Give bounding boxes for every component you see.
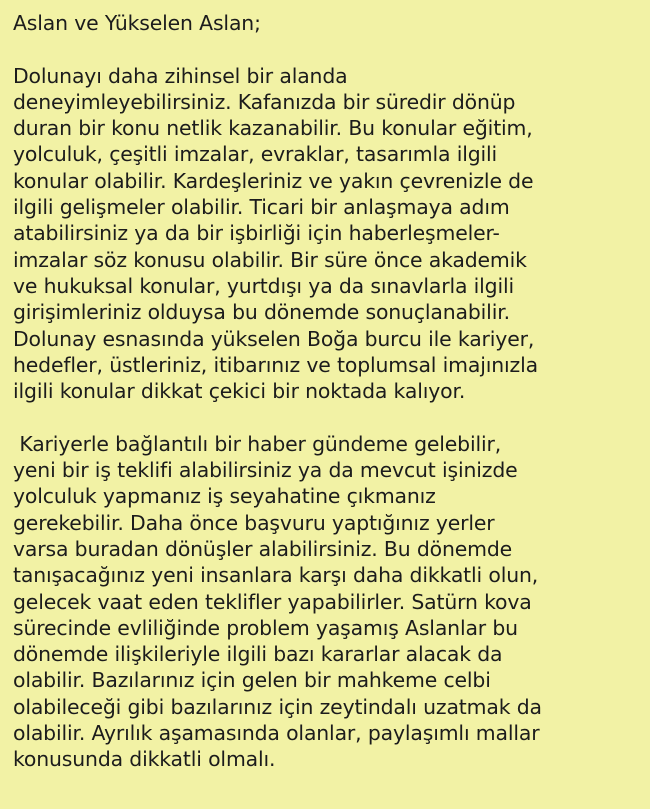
text-line: girişimleriniz olduysa bu dönemde sonuçlanabilir. (13, 300, 510, 325)
text-line: olabileceği gibi bazılarınız için zeytindalı uzatmak da (13, 694, 542, 719)
text-line: konusunda dikkatli olmalı. (13, 747, 276, 772)
text-line: tanışacağınız yeni insanlara karşı daha dikkatli olun, (13, 563, 539, 588)
text-line: konular olabilir. Kardeşleriniz ve yakın çevrenizle de (13, 168, 534, 193)
spacer (13, 36, 640, 62)
text-line: imzalar söz konusu olabilir. Bir süre önce akademik (13, 247, 527, 272)
text-line: dönemde ilişkileriyle ilgili bazı kararlar alacak da (13, 642, 503, 667)
text-line: deneyimleyebilirsiniz. Kafanızda bir süredir dönüp (13, 89, 516, 114)
text-line: gerekebilir. Daha önce başvuru yaptığınız yerler (13, 510, 495, 535)
text-line: olabilir. Ayrılık aşamasında olanlar, paylaşımlı mallar (13, 721, 540, 746)
text-line: duran bir konu netlik kazanabilir. Bu konular eğitim, (13, 116, 533, 141)
text-line: yeni bir iş teklifi alabilirsiniz ya da mevcut işinizde (13, 458, 518, 483)
text-line: yolculuk yapmanız iş seyahatine çıkmanız (13, 484, 436, 509)
text-line: Kariyerle bağlantılı bir haber gündeme gelebilir, (13, 431, 502, 456)
text-line: sürecinde evliliğinde problem yaşamış Aslanlar bu (13, 615, 518, 640)
text-line: hedefler, üstleriniz, itibarınız ve toplumsal imajınızla (13, 352, 538, 377)
spacer (13, 404, 640, 430)
text-line: gelecek vaat eden teklifler yapabilirler. Satürn kova (13, 589, 532, 614)
document-title: Aslan ve Yükselen Aslan; (13, 11, 261, 35)
text-line: olabilir. Bazılarınız için gelen bir mahkeme celbi (13, 668, 491, 693)
text-line: ilgili gelişmeler olabilir. Ticari bir anlaşmaya adım (13, 195, 510, 220)
text-line: atabilirsiniz ya da bir işbirliği için haberleşmeler- (13, 221, 500, 246)
text-line: ve hukuksal konular, yurtdışı ya da sınavlarla ilgili (13, 273, 515, 298)
text-line: Dolunay esnasında yükselen Boğa burcu ile kariyer, (13, 326, 535, 351)
text-line: ilgili konular dikkat çekici bir noktada kalıyor. (13, 379, 466, 404)
paragraph-dolunay (13, 63, 640, 405)
paragraph-kariyer (13, 431, 640, 773)
text-line: yolculuk, çeşitli imzalar, evraklar, tasarımla ilgili (13, 142, 498, 167)
text-line: Dolunayı daha zihinsel bir alanda (13, 63, 348, 88)
text-line: varsa buradan dönüşler alabilirsiniz. Bu dönemde (13, 536, 513, 561)
